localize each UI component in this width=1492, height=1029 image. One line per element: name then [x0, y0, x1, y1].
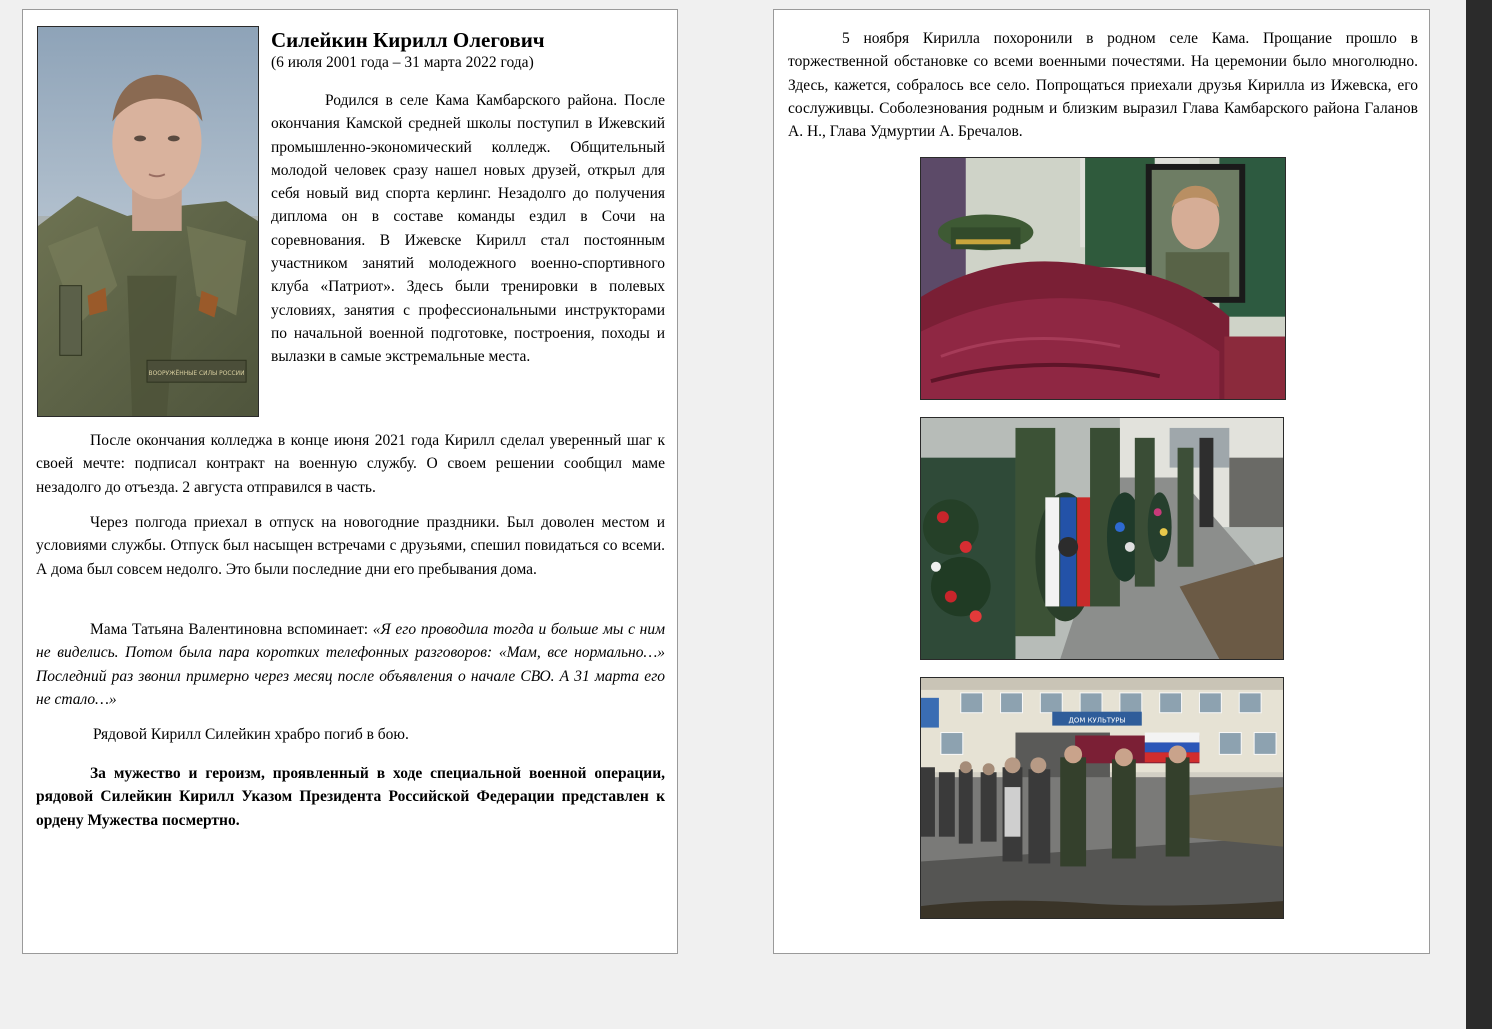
paragraph-funeral: 5 ноября Кирилла похоронили в родном селе Кама. Прощание прошло в торжественной обстановке со всеми военными почестями. На церемонии было многолюдно. Здесь, кажется, собралось все село. Попрощаться приехали друзья Кирилла из Ижевска, его сослуживцы. Соболезнования родным и близким выразил Глава Камбарского района Галанов А. Н., Глава Удмуртии А. Бречалов.: [788, 30, 1418, 141]
funeral-wreaths-photo: [920, 417, 1284, 660]
paragraph-died: Рядовой Кирилл Силейкин храбро погиб в бою.: [93, 726, 409, 743]
paragraph-leave: Через полгода приехал в отпуск на новогодние праздники. Был доволен местом и условиями службы. Отпуск был насыщен встречами с друзьями, спешил повидаться со всеми. А дома был совсем недолго. Это были последние дни его пребывания дома.: [36, 514, 665, 578]
bio-paragraph: Родился в селе Кама Камбарского района. После окончания Камской средней школы поступил в Ижевский промышленно-экономический колледж. Общительный молодой человек сразу нашел новых друзей, открыл для себя новый вид спорта керлинг. Незадолго до получения диплома он в составе команды ездил в Сочи на соревнования. В Ижевске Кирилл стал постоянным участником занятий молодежного военно-спортивного клуба «Патриот». Здесь были тренировки в полевых условиях, занятия с профессиональными инструкторами по начальной военной подготовке, построения, походы и вылазки в самые экстремальные места.: [271, 92, 665, 366]
portrait-photo: [37, 26, 259, 417]
funeral-coffin-photo: [920, 157, 1286, 400]
page-title: Силейкин Кирилл Олегович: [271, 28, 545, 52]
left-page: [22, 9, 678, 954]
mother-intro: Мама Татьяна Валентиновна вспоминает:: [90, 621, 373, 638]
portrait-patch-text: ВООРУЖЁННЫЕ СИЛЫ РОССИИ: [148, 370, 245, 378]
building-sign-text: ДОМ КУЛЬТУРЫ: [1068, 716, 1126, 725]
paragraph-contract: После окончания колледжа в конце июня 2021 года Кирилл сделал уверенный шаг к своей мечте: подписал контракт на военную службу. О своем решении сообщил маме незадолго до отъезда. 2 августа отправился в часть.: [36, 432, 665, 496]
mother-quote: «Я его проводила тогда и больше мы с ним не виделись. Потом была пара коротких телефонных разговоров: «Мам, все нормально…» Последний раз звонил примерно через месяц после объявления о начале СВО. А 31 марта его не стало…»: [36, 621, 665, 708]
right-page: [773, 9, 1430, 954]
life-dates: (6 июля 2001 года – 31 марта 2022 года): [271, 54, 534, 71]
paragraph-mother: [36, 618, 665, 711]
funeral-procession-photo: [920, 677, 1284, 919]
viewer-edge: [1466, 0, 1492, 1029]
paragraph-award: За мужество и героизм, проявленный в ходе специальной военной операции, рядовой Силейкин Кирилл Указом Президента Российской Федерации представлен к ордену Мужества посмертно.: [36, 765, 665, 829]
portrait-photo-image: [38, 27, 258, 416]
